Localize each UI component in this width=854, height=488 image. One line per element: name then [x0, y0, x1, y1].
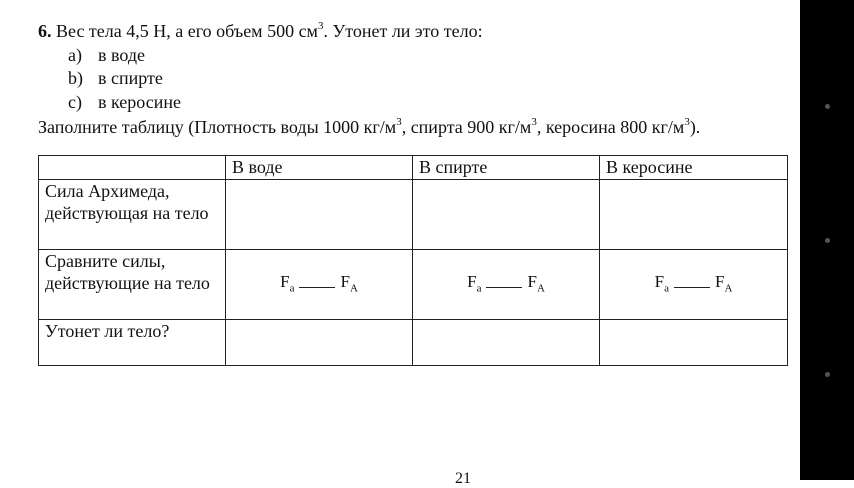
answer-cell[interactable] — [226, 320, 413, 366]
statement-text-end: . Утонет ли это тело: — [323, 21, 483, 41]
blank-line — [674, 286, 710, 288]
row-label: Сила Архимеда, действующая на тело — [39, 180, 226, 250]
force-comparison: $F_a$ $F_A$ — [654, 271, 733, 295]
nav-dot[interactable] — [825, 104, 830, 109]
compare-cell[interactable] — [600, 250, 788, 320]
answer-cell[interactable] — [600, 320, 788, 366]
compare-cell[interactable] — [226, 250, 413, 320]
column-header: В керосине — [600, 156, 788, 180]
header-empty-cell — [39, 156, 226, 180]
column-header: В воде — [226, 156, 413, 180]
row-label: Утонет ли тело? — [39, 320, 226, 366]
answer-table — [38, 155, 788, 366]
answer-cell[interactable] — [226, 180, 413, 250]
blank-line — [486, 286, 522, 288]
problem-number: 6. — [38, 21, 52, 41]
option-c: c) в керосине — [68, 92, 181, 112]
answer-cell[interactable] — [413, 320, 600, 366]
table-row — [39, 250, 788, 320]
statement-text: Вес тела 4,5 Н, а его объем 500 см — [56, 21, 318, 41]
nav-dot[interactable] — [825, 238, 830, 243]
table-row — [39, 180, 788, 250]
column-header: В спирте — [413, 156, 600, 180]
compare-cell[interactable] — [413, 250, 600, 320]
force-comparison: $F_a$ $F_A$ — [280, 271, 358, 295]
option-b: b) в спирте — [68, 68, 163, 88]
option-a: а) в воде — [68, 45, 146, 65]
blank-line — [299, 286, 335, 288]
answer-cell[interactable] — [600, 180, 788, 250]
problem-statement — [38, 20, 483, 42]
table-row — [39, 320, 788, 366]
table-header-row — [39, 156, 788, 180]
nav-dot[interactable] — [825, 372, 830, 377]
row-label: Сравните силы, действующие на тело — [39, 250, 226, 320]
page-number: 21 — [455, 470, 471, 487]
force-comparison: $F_a$ $F_A$ — [467, 271, 545, 295]
answer-cell[interactable] — [413, 180, 600, 250]
instruction: Заполните таблицу (Плотность воды 1000 $кг/м^3$, спирта 900 $кг/м^3$, керосина 800 $кг/м^3$). — [38, 116, 701, 137]
superscript: 3 — [317, 20, 324, 32]
